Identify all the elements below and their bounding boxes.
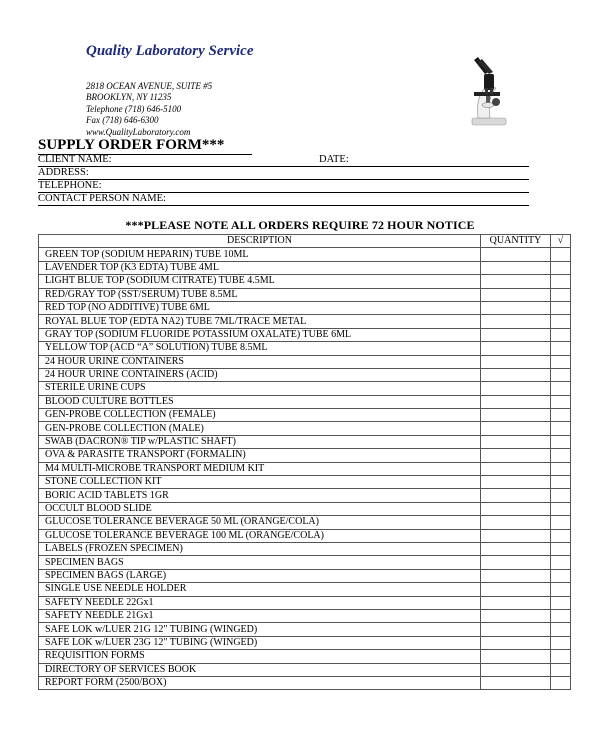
- item-description: SAFETY NEEDLE 21Gx1: [39, 609, 481, 622]
- table-row: [39, 435, 571, 448]
- address-line: BROOKLYN, NY 11235: [86, 92, 172, 103]
- order-notice: ***PLEASE NOTE ALL ORDERS REQUIRE 72 HOUR NOTICE: [125, 218, 475, 232]
- table-row: [39, 462, 571, 475]
- check-cell[interactable]: [551, 328, 571, 341]
- address-line: 2818 OCEAN AVENUE, SUITE #5: [86, 81, 213, 91]
- table-row: [39, 650, 571, 663]
- quantity-cell[interactable]: [481, 382, 551, 395]
- item-description: SPECIMEN BAGS: [39, 556, 481, 569]
- item-description: OVA & PARASITE TRANSPORT (FORMALIN): [39, 449, 481, 462]
- quantity-cell[interactable]: [481, 623, 551, 636]
- quantity-cell[interactable]: [481, 261, 551, 274]
- check-cell[interactable]: [551, 462, 571, 475]
- quantity-cell[interactable]: [481, 409, 551, 422]
- item-description: GRAY TOP (SODIUM FLUORIDE POTASSIUM OXALATE) TUBE 6ML: [39, 328, 481, 341]
- quantity-cell[interactable]: [481, 636, 551, 649]
- quantity-cell[interactable]: [481, 663, 551, 676]
- check-cell[interactable]: [551, 449, 571, 462]
- check-cell[interactable]: [551, 422, 571, 435]
- check-cell[interactable]: [551, 556, 571, 569]
- form-title: SUPPLY ORDER FORM***: [38, 137, 225, 153]
- table-row: [39, 529, 571, 542]
- table-header-row: [39, 235, 571, 248]
- quantity-cell[interactable]: [481, 609, 551, 622]
- table-row: [39, 502, 571, 515]
- quantity-cell[interactable]: [481, 315, 551, 328]
- item-description: ROYAL BLUE TOP (EDTA NA2) TUBE 7ML/TRACE METAL: [39, 315, 481, 328]
- item-description: STONE COLLECTION KIT: [39, 476, 481, 489]
- item-description: GLUCOSE TOLERANCE BEVERAGE 100 ML (ORANGE/COLA): [39, 529, 481, 542]
- table-row: [39, 663, 571, 676]
- table-row: [39, 583, 571, 596]
- table-row: [39, 623, 571, 636]
- check-cell[interactable]: [551, 301, 571, 314]
- item-description: M4 MULTI-MICROBE TRANSPORT MEDIUM KIT: [39, 462, 481, 475]
- client-name-line[interactable]: [38, 166, 529, 167]
- item-description: SPECIMEN BAGS (LARGE): [39, 569, 481, 582]
- item-description: GEN-PROBE COLLECTION (FEMALE): [39, 409, 481, 422]
- quantity-cell[interactable]: [481, 596, 551, 609]
- table-row: [39, 261, 571, 274]
- quantity-cell[interactable]: [481, 529, 551, 542]
- item-description: SINGLE USE NEEDLE HOLDER: [39, 583, 481, 596]
- table-row: [39, 476, 571, 489]
- quantity-cell[interactable]: [481, 342, 551, 355]
- table-row: [39, 489, 571, 502]
- check-cell[interactable]: [551, 636, 571, 649]
- quantity-cell[interactable]: [481, 676, 551, 689]
- table-row: [39, 301, 571, 314]
- quantity-cell[interactable]: [481, 476, 551, 489]
- check-cell[interactable]: [551, 489, 571, 502]
- address-label: ADDRESS:: [38, 167, 89, 178]
- check-cell[interactable]: [551, 382, 571, 395]
- item-description: GEN-PROBE COLLECTION (MALE): [39, 422, 481, 435]
- quantity-cell[interactable]: [481, 650, 551, 663]
- table-row: [39, 355, 571, 368]
- item-description: SAFE LOK w/LUER 21G 12" TUBING (WINGED): [39, 623, 481, 636]
- table-row: [39, 556, 571, 569]
- telephone-line: Telephone (718) 646-5100: [86, 103, 182, 114]
- check-cell[interactable]: [551, 288, 571, 301]
- quantity-cell[interactable]: [481, 275, 551, 288]
- company-name: Quality Laboratory Service: [86, 43, 254, 59]
- check-cell[interactable]: [551, 409, 571, 422]
- item-description: SAFETY NEEDLE 22Gx1: [39, 596, 481, 609]
- check-cell[interactable]: [551, 583, 571, 596]
- check-cell[interactable]: [551, 596, 571, 609]
- check-cell[interactable]: [551, 650, 571, 663]
- quantity-cell[interactable]: [481, 422, 551, 435]
- table-row: [39, 395, 571, 408]
- check-cell[interactable]: [551, 609, 571, 622]
- table-row: [39, 542, 571, 555]
- quantity-header: QUANTITY: [481, 235, 551, 248]
- item-description: LIGHT BLUE TOP (SODIUM CITRATE) TUBE 4.5ML: [39, 275, 481, 288]
- check-cell[interactable]: [551, 261, 571, 274]
- item-description: BORIC ACID TABLETS 1GR: [39, 489, 481, 502]
- table-row: [39, 516, 571, 529]
- quantity-cell[interactable]: [481, 328, 551, 341]
- table-row: [39, 409, 571, 422]
- table-row: [39, 315, 571, 328]
- item-description: 24 HOUR URINE CONTAINERS (ACID): [39, 368, 481, 381]
- quantity-cell[interactable]: [481, 435, 551, 448]
- check-cell[interactable]: [551, 395, 571, 408]
- item-description: RED TOP (NO ADDITIVE) TUBE 6ML: [39, 301, 481, 314]
- telephone-label: TELEPHONE:: [38, 180, 102, 191]
- item-description: REQUISITION FORMS: [39, 650, 481, 663]
- contact-person-line[interactable]: [38, 205, 529, 206]
- check-cell[interactable]: [551, 435, 571, 448]
- table-row: [39, 422, 571, 435]
- quantity-cell[interactable]: [481, 489, 551, 502]
- contact-person-label: CONTACT PERSON NAME:: [38, 193, 166, 204]
- check-cell[interactable]: [551, 542, 571, 555]
- item-description: 24 HOUR URINE CONTAINERS: [39, 355, 481, 368]
- microscope-image: [458, 52, 516, 128]
- table-row: [39, 636, 571, 649]
- check-cell[interactable]: [551, 368, 571, 381]
- check-cell[interactable]: [551, 569, 571, 582]
- table-row: [39, 382, 571, 395]
- check-cell[interactable]: [551, 315, 571, 328]
- check-cell[interactable]: [551, 342, 571, 355]
- quantity-cell[interactable]: [481, 248, 551, 261]
- date-label: DATE:: [319, 154, 349, 165]
- check-cell[interactable]: [551, 516, 571, 529]
- item-description: SAFE LOK w/LUER 23G 12" TUBING (WINGED): [39, 636, 481, 649]
- item-description: RED/GRAY TOP (SST/SERUM) TUBE 8.5ML: [39, 288, 481, 301]
- quantity-cell[interactable]: [481, 462, 551, 475]
- quantity-cell[interactable]: [481, 542, 551, 555]
- table-row: [39, 328, 571, 341]
- check-cell[interactable]: [551, 476, 571, 489]
- company-address: [86, 81, 212, 138]
- item-description: LAVENDER TOP (K3 EDTA) TUBE 4ML: [39, 261, 481, 274]
- check-header: √: [551, 235, 571, 248]
- table-row: [39, 275, 571, 288]
- check-cell[interactable]: [551, 676, 571, 689]
- client-name-label: CLIENT NAME:: [38, 154, 112, 165]
- table-row: [39, 342, 571, 355]
- item-description: DIRECTORY OF SERVICES BOOK: [39, 663, 481, 676]
- table-row: [39, 609, 571, 622]
- check-cell[interactable]: [551, 355, 571, 368]
- quantity-cell[interactable]: [481, 368, 551, 381]
- quantity-cell[interactable]: [481, 502, 551, 515]
- item-description: YELLOW TOP (ACD “A” SOLUTION) TUBE 8.5ML: [39, 342, 481, 355]
- check-cell[interactable]: [551, 248, 571, 261]
- quantity-cell[interactable]: [481, 288, 551, 301]
- table-row: [39, 569, 571, 582]
- table-row: [39, 596, 571, 609]
- item-description: STERILE URINE CUPS: [39, 382, 481, 395]
- check-cell[interactable]: [551, 529, 571, 542]
- check-cell[interactable]: [551, 275, 571, 288]
- fax-line: Fax (718) 646-6300: [86, 115, 159, 126]
- table-row: [39, 248, 571, 261]
- check-cell[interactable]: [551, 502, 571, 515]
- item-description: GREEN TOP (SODIUM HEPARIN) TUBE 10ML: [39, 248, 481, 261]
- quantity-cell[interactable]: [481, 556, 551, 569]
- supply-order-table: [38, 234, 571, 690]
- check-cell[interactable]: [551, 623, 571, 636]
- quantity-cell[interactable]: [481, 583, 551, 596]
- quantity-cell[interactable]: [481, 395, 551, 408]
- table-row: [39, 449, 571, 462]
- item-description: GLUCOSE TOLERANCE BEVERAGE 50 ML (ORANGE/COLA): [39, 516, 481, 529]
- item-description: REPORT FORM (2500/BOX): [39, 676, 481, 689]
- quantity-cell[interactable]: [481, 449, 551, 462]
- table-row: [39, 676, 571, 689]
- table-body: [39, 248, 571, 690]
- item-description: LABELS (FROZEN SPECIMEN): [39, 542, 481, 555]
- table-row: [39, 288, 571, 301]
- quantity-cell[interactable]: [481, 516, 551, 529]
- quantity-cell[interactable]: [481, 301, 551, 314]
- item-description: OCCULT BLOOD SLIDE: [39, 502, 481, 515]
- website-line: www.QualityLaboratory.com: [86, 126, 191, 137]
- quantity-cell[interactable]: [481, 569, 551, 582]
- quantity-cell[interactable]: [481, 355, 551, 368]
- item-description: BLOOD CULTURE BOTTLES: [39, 395, 481, 408]
- address-line-field[interactable]: [38, 179, 529, 180]
- item-description: SWAB (DACRON® TIP w/PLASTIC SHAFT): [39, 435, 481, 448]
- table-row: [39, 368, 571, 381]
- description-header: DESCRIPTION: [39, 235, 481, 248]
- check-cell[interactable]: [551, 663, 571, 676]
